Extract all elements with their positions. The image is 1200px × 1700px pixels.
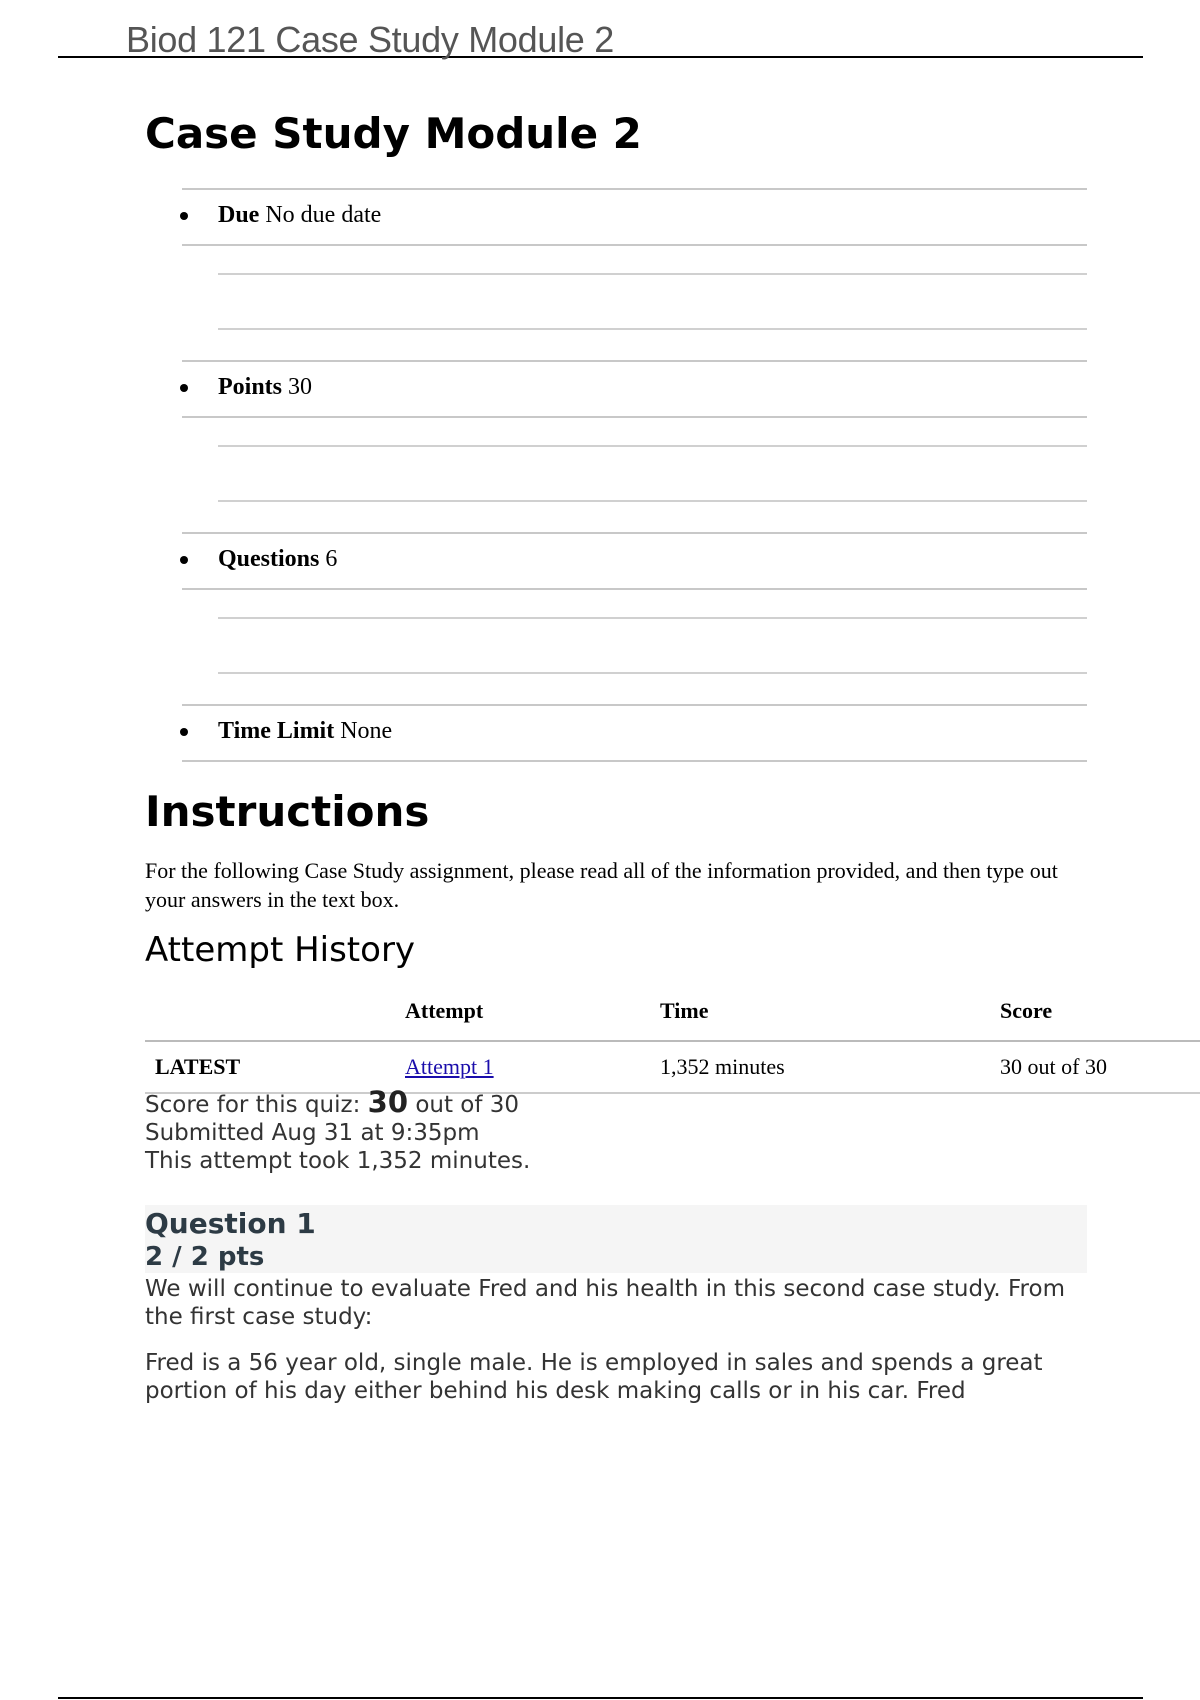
score-line xyxy=(145,1085,530,1119)
detail-questions xyxy=(182,532,1087,704)
question-points: 2 / 2 pts xyxy=(145,1242,265,1272)
score-cell: 30 out of 30 xyxy=(1000,1041,1200,1093)
bullet-icon xyxy=(180,384,188,392)
submitted-text: Submitted Aug 31 at 9:35pm xyxy=(145,1120,480,1146)
detail-label: Points xyxy=(218,374,283,400)
divider xyxy=(218,273,1087,275)
detail-label: Questions xyxy=(218,546,320,572)
bullet-icon xyxy=(180,212,188,220)
attempt-1-link[interactable]: Attempt 1 xyxy=(405,1054,494,1079)
divider xyxy=(218,617,1087,619)
detail-label: Time Limit xyxy=(218,718,335,744)
detail-due xyxy=(182,188,1087,360)
quiz-details-list xyxy=(182,188,1087,762)
column-header-time: Time xyxy=(660,982,1000,1041)
question-body xyxy=(145,1275,1095,1423)
score-value: 30 xyxy=(367,1085,409,1119)
attempt-history-table xyxy=(145,982,1200,1094)
time-cell: 1,352 minutes xyxy=(660,1041,1000,1093)
detail-spacer xyxy=(182,246,1087,360)
table-row xyxy=(145,1041,1200,1093)
score-summary xyxy=(145,1085,531,1175)
detail-value: No due date xyxy=(265,202,382,228)
detail-spacer xyxy=(182,590,1087,704)
divider xyxy=(218,672,1087,674)
page-footer-divider xyxy=(58,1697,1143,1699)
document-title: Biod 121 Case Study Module 2 xyxy=(126,19,614,60)
column-header-attempt: Attempt xyxy=(405,982,660,1041)
question-header xyxy=(145,1205,1087,1273)
score-suffix: out of 30 xyxy=(408,1092,520,1118)
question-paragraph: Fred is a 56 year old, single male. He is employed in sales and spends a great portion of his day either behind his desk making calls or in his car. Fred xyxy=(145,1350,1043,1404)
attempt-cell xyxy=(405,1041,660,1093)
detail-value: None xyxy=(340,718,393,744)
question-paragraph: We will continue to evaluate Fred and his health in this second case study. From the first case study: xyxy=(145,1276,1065,1330)
latest-badge: LATEST xyxy=(145,1041,405,1093)
bullet-icon xyxy=(180,728,188,736)
instructions-heading: Instructions xyxy=(145,787,430,836)
detail-value: 6 xyxy=(325,546,338,572)
detail-label: Due xyxy=(218,202,260,228)
detail-spacer xyxy=(182,418,1087,532)
question-title: Question 1 xyxy=(145,1207,316,1240)
page-header xyxy=(58,18,1143,58)
duration-text: This attempt took 1,352 minutes. xyxy=(145,1148,531,1174)
detail-value: 30 xyxy=(288,374,313,400)
detail-points xyxy=(182,360,1087,532)
table-header-row xyxy=(145,982,1200,1041)
detail-time-limit xyxy=(182,704,1087,762)
attempt-history-heading: Attempt History xyxy=(145,930,416,970)
divider xyxy=(218,445,1087,447)
quiz-title: Case Study Module 2 xyxy=(145,109,642,158)
column-header-score: Score xyxy=(1000,982,1200,1041)
divider xyxy=(218,500,1087,502)
score-prefix: Score for this quiz: xyxy=(145,1092,368,1118)
instructions-text: For the following Case Study assignment, please read all of the information provided, and then type out your answers in the text box. xyxy=(145,858,1058,912)
divider xyxy=(218,328,1087,330)
column-header xyxy=(145,982,405,1041)
bullet-icon xyxy=(180,556,188,564)
